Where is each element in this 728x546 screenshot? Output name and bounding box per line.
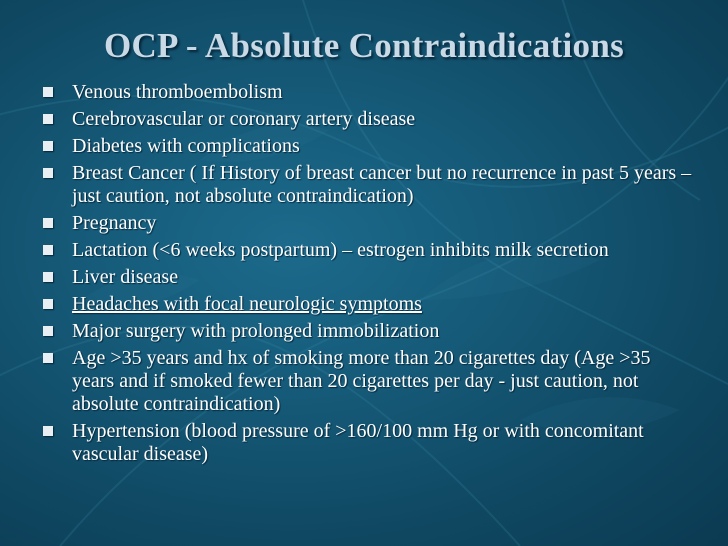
bullet-item[interactable] [42, 293, 692, 316]
bullet-text: Diabetes with complications [72, 135, 300, 157]
bullet-item [42, 239, 692, 262]
bullet-text: Breast Cancer ( If History of breast cancer but no recurrence in past 5 years – just caution, not absolute contraindication) [72, 162, 692, 207]
bullet-text: Age >35 years and hx of smoking more than 20 cigarettes day (Age >35 years and if smoked fewer than 20 cigarettes per day - just caution, not absolute contraindication) [72, 347, 651, 415]
square-bullet-icon [43, 326, 53, 336]
square-bullet-icon [43, 87, 53, 97]
square-bullet-icon [43, 168, 53, 178]
slide-title: OCP - Absolute Contraindications [103, 26, 625, 65]
bullet-text: Venous thromboembolism [72, 81, 283, 103]
bullet-text: Pregnancy [72, 212, 157, 234]
square-bullet-icon [43, 114, 53, 124]
bullet-item [42, 135, 692, 158]
bullet-text: Lactation (<6 weeks postpartum) – estrogen inhibits milk secretion [72, 239, 609, 261]
bullet-item [42, 347, 692, 416]
bullet-text: Hypertension (blood pressure of >160/100 mm Hg or with concomitant vascular disease) [72, 420, 644, 465]
bullet-item [42, 108, 692, 131]
bullet-item [42, 266, 692, 289]
bullet-item [42, 212, 692, 235]
square-bullet-icon [43, 141, 53, 151]
bullet-item [42, 320, 692, 343]
bullet-text: Cerebrovascular or coronary artery disease [72, 108, 416, 130]
bullet-item [42, 81, 692, 104]
square-bullet-icon [43, 299, 53, 309]
bullet-text: Major surgery with prolonged immobilization [72, 320, 440, 342]
square-bullet-icon [43, 353, 53, 363]
square-bullet-icon [43, 218, 53, 228]
square-bullet-icon [43, 245, 53, 255]
headaches-link[interactable]: Headaches with focal neurologic symptoms [72, 293, 422, 315]
bullet-item [42, 420, 692, 466]
bullet-list [42, 81, 692, 470]
bullet-text: Liver disease [72, 266, 179, 288]
bullet-item [42, 162, 692, 208]
square-bullet-icon [43, 426, 53, 436]
square-bullet-icon [43, 272, 53, 282]
